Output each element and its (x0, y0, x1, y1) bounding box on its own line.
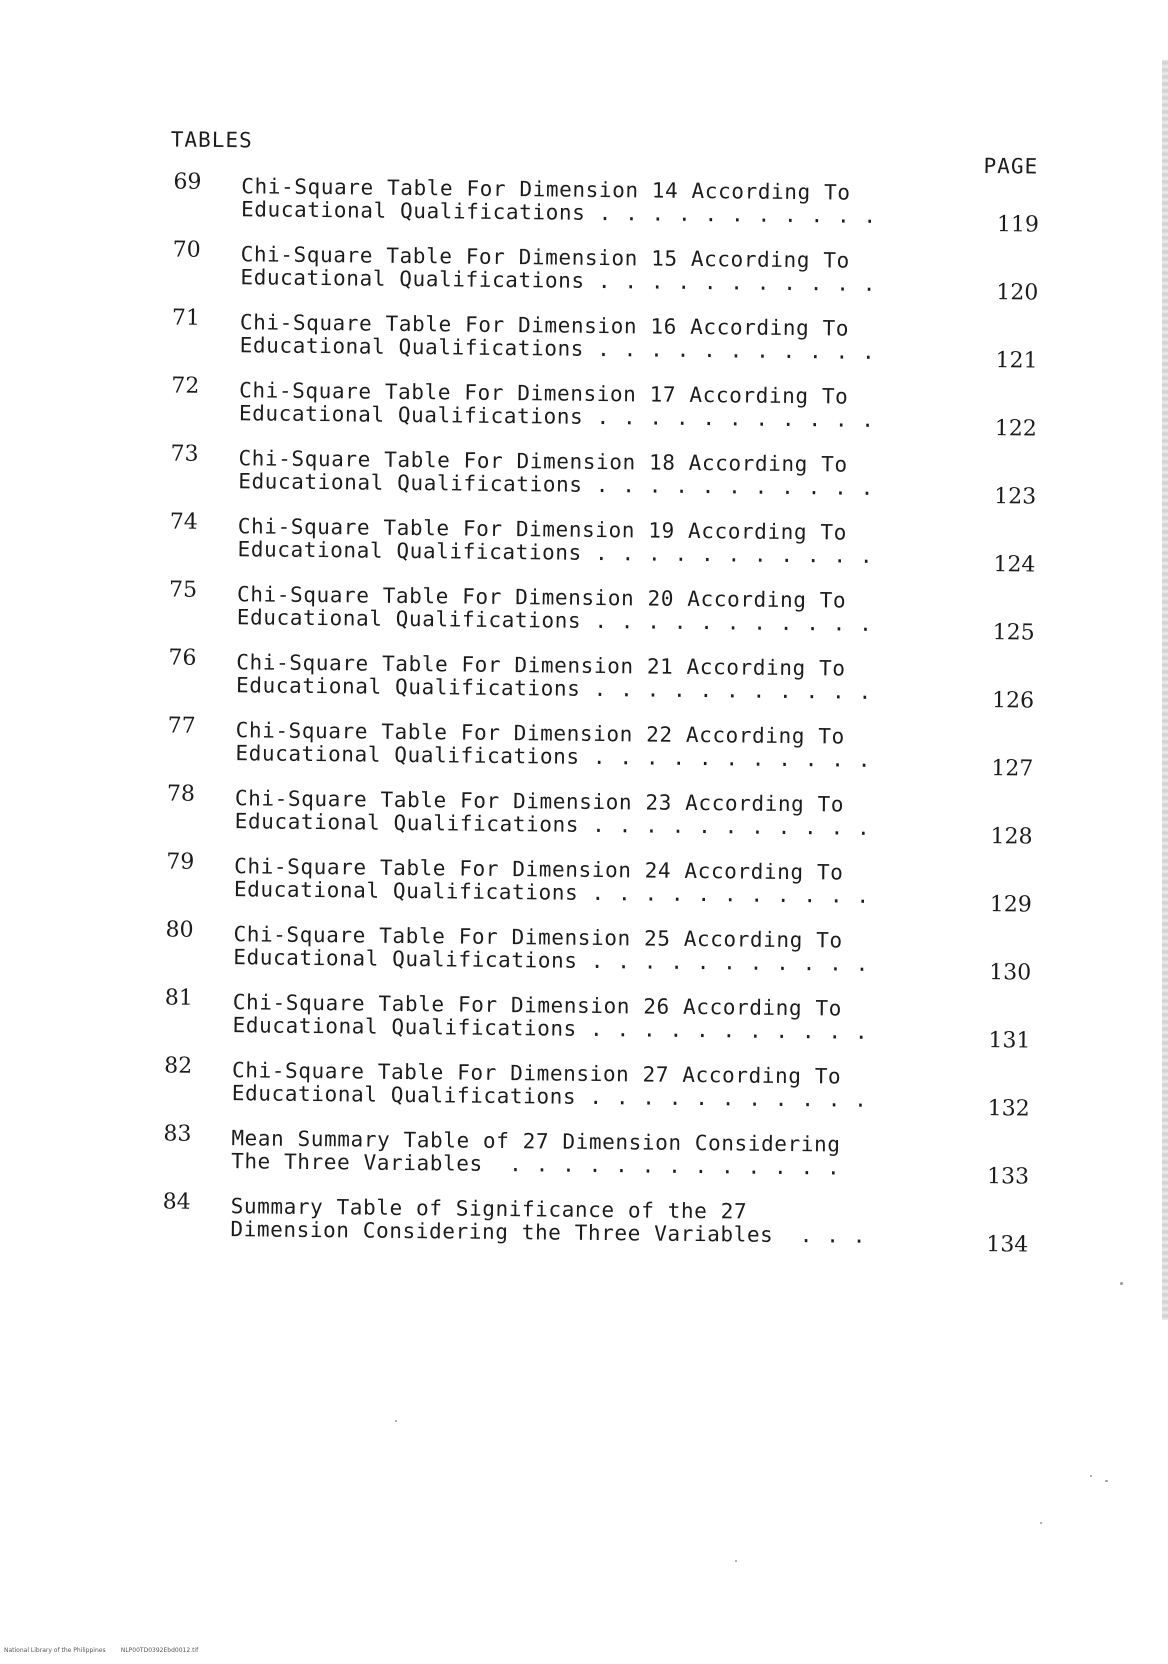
table-title: Chi-Square Table For Dimension 24 According To (234, 854, 844, 885)
tables-heading: TABLES (170, 127, 253, 153)
table-number: 69 (173, 169, 202, 195)
table-number: 75 (168, 577, 198, 603)
toc-entry (164, 1053, 1045, 1130)
toc-entry (162, 1189, 1043, 1266)
table-number: 78 (166, 781, 196, 807)
table-title: Chi-Square Table For Dimension 25 According To (233, 922, 843, 953)
page-number: 124 (993, 552, 1036, 578)
table-title-cont: Dimension Considering the Three Variables . . . (230, 1217, 867, 1248)
table-title-cont: Educational Qualifications . . . . . . . . . . . (232, 1013, 869, 1044)
page-number: 121 (995, 348, 1038, 374)
page-number: 130 (989, 960, 1032, 986)
toc-entry (167, 713, 1048, 790)
table-title-cont: Educational Qualifications . . . . . . . . . . . (236, 605, 873, 636)
table-title: Chi-Square Table For Dimension 20 According To (236, 582, 847, 613)
scan-speck (395, 1420, 397, 1422)
table-title-cont: The Three Variables . . . . . . . . . . . . . (231, 1149, 841, 1180)
table-number: 76 (168, 645, 197, 671)
page-number: 132 (987, 1096, 1030, 1122)
table-title: Chi-Square Table For Dimension 19 According To (237, 514, 848, 545)
scan-speck (1040, 1522, 1042, 1524)
table-title: Chi-Square Table For Dimension 18 According To (238, 446, 848, 477)
page-number: 122 (994, 416, 1037, 442)
table-number: 82 (164, 1053, 193, 1079)
scan-edge-shadow (1162, 60, 1168, 1320)
table-number: 84 (162, 1189, 191, 1215)
table-number: 70 (172, 237, 201, 263)
table-title: Chi-Square Table For Dimension 16 According To (239, 310, 850, 341)
scan-speck (1120, 1282, 1123, 1285)
page-number: 127 (991, 756, 1034, 782)
table-title-cont: Educational Qualifications . . . . . . . . . . . (233, 945, 870, 976)
toc-entry (166, 781, 1047, 858)
page-number: 119 (996, 212, 1040, 238)
table-title-cont: Educational Qualifications . . . . . . . . . . . (234, 809, 871, 840)
page-number: 129 (989, 892, 1033, 918)
page-number: 134 (986, 1232, 1029, 1258)
toc-entry (166, 849, 1047, 926)
table-title-cont: Educational Qualifications . . . . . . . . . . . (240, 265, 877, 296)
page-number: 133 (986, 1164, 1030, 1190)
table-title-cont: Educational Qualifications . . . . . . . . . . . (239, 333, 876, 364)
toc-entry (164, 985, 1045, 1062)
table-title-cont: Educational Qualifications . . . . . . . . . . . (238, 401, 875, 432)
table-number: 81 (164, 985, 193, 1011)
footer-file-id: NLP00TD0392Ebd0012.tif (120, 1647, 199, 1654)
table-title: Mean Summary Table of 27 Dimension Considering (231, 1126, 841, 1157)
table-title: Chi-Square Table For Dimension 26 According To (232, 990, 843, 1021)
page-number: 131 (988, 1028, 1031, 1054)
table-title-cont: Educational Qualifications . . . . . . . . . . . (233, 877, 870, 908)
scan-speck (1090, 1475, 1092, 1477)
page-number: 128 (990, 824, 1033, 850)
toc-entry (165, 917, 1046, 994)
page-number: 126 (991, 688, 1035, 714)
table-title-cont: Educational Qualifications . . . . . . . . . . . (240, 197, 877, 228)
table-title-cont: Educational Qualifications . . . . . . . . . . . (236, 673, 872, 704)
footer-library: National Library of the Philippines (4, 1647, 106, 1654)
table-number: 73 (170, 441, 199, 467)
table-title: Chi-Square Table For Dimension 17 According To (239, 378, 849, 409)
scan-speck (735, 1560, 737, 1562)
scan-speck (1105, 1480, 1108, 1482)
table-title-cont: Educational Qualifications . . . . . . . . . . . (231, 1081, 868, 1112)
table-title-cont: Educational Qualifications . . . . . . . . . . . (237, 537, 874, 568)
table-number: 79 (166, 849, 195, 875)
table-title-cont: Educational Qualifications . . . . . . . . . . . (238, 469, 875, 500)
table-title: Chi-Square Table For Dimension 21 According To (236, 650, 846, 681)
toc-entry (170, 441, 1051, 518)
table-title: Chi-Square Table For Dimension 14 According To (241, 174, 851, 205)
scan-footer (4, 1647, 198, 1654)
table-number: 74 (169, 509, 198, 535)
table-number: 77 (167, 713, 196, 739)
toc-entry (171, 373, 1052, 450)
page-number: 123 (994, 484, 1037, 510)
page-number: 120 (996, 280, 1039, 306)
table-number: 71 (171, 305, 201, 331)
toc-entry (169, 509, 1050, 586)
table-number: 72 (171, 373, 200, 399)
toc-entry (163, 1121, 1044, 1198)
page-number: 125 (992, 620, 1035, 646)
table-title: Chi-Square Table For Dimension 22 According To (235, 718, 845, 749)
table-title: Chi-Square Table For Dimension 15 According To (240, 242, 850, 273)
table-number: 80 (165, 917, 194, 943)
table-title: Chi-Square Table For Dimension 23 According To (234, 786, 845, 817)
table-number: 83 (163, 1121, 192, 1147)
toc-entry (168, 645, 1049, 722)
table-title: Chi-Square Table For Dimension 27 According To (231, 1058, 842, 1089)
toc-entry (171, 305, 1052, 382)
toc-entry (172, 237, 1053, 315)
page-column-heading: PAGE (983, 153, 1039, 179)
table-title-cont: Educational Qualifications . . . . . . . . . . . (235, 741, 872, 772)
table-title: Summary Table of Significance of the 27 (230, 1194, 748, 1224)
toc-entry (168, 577, 1050, 654)
toc-entry (173, 169, 1054, 247)
